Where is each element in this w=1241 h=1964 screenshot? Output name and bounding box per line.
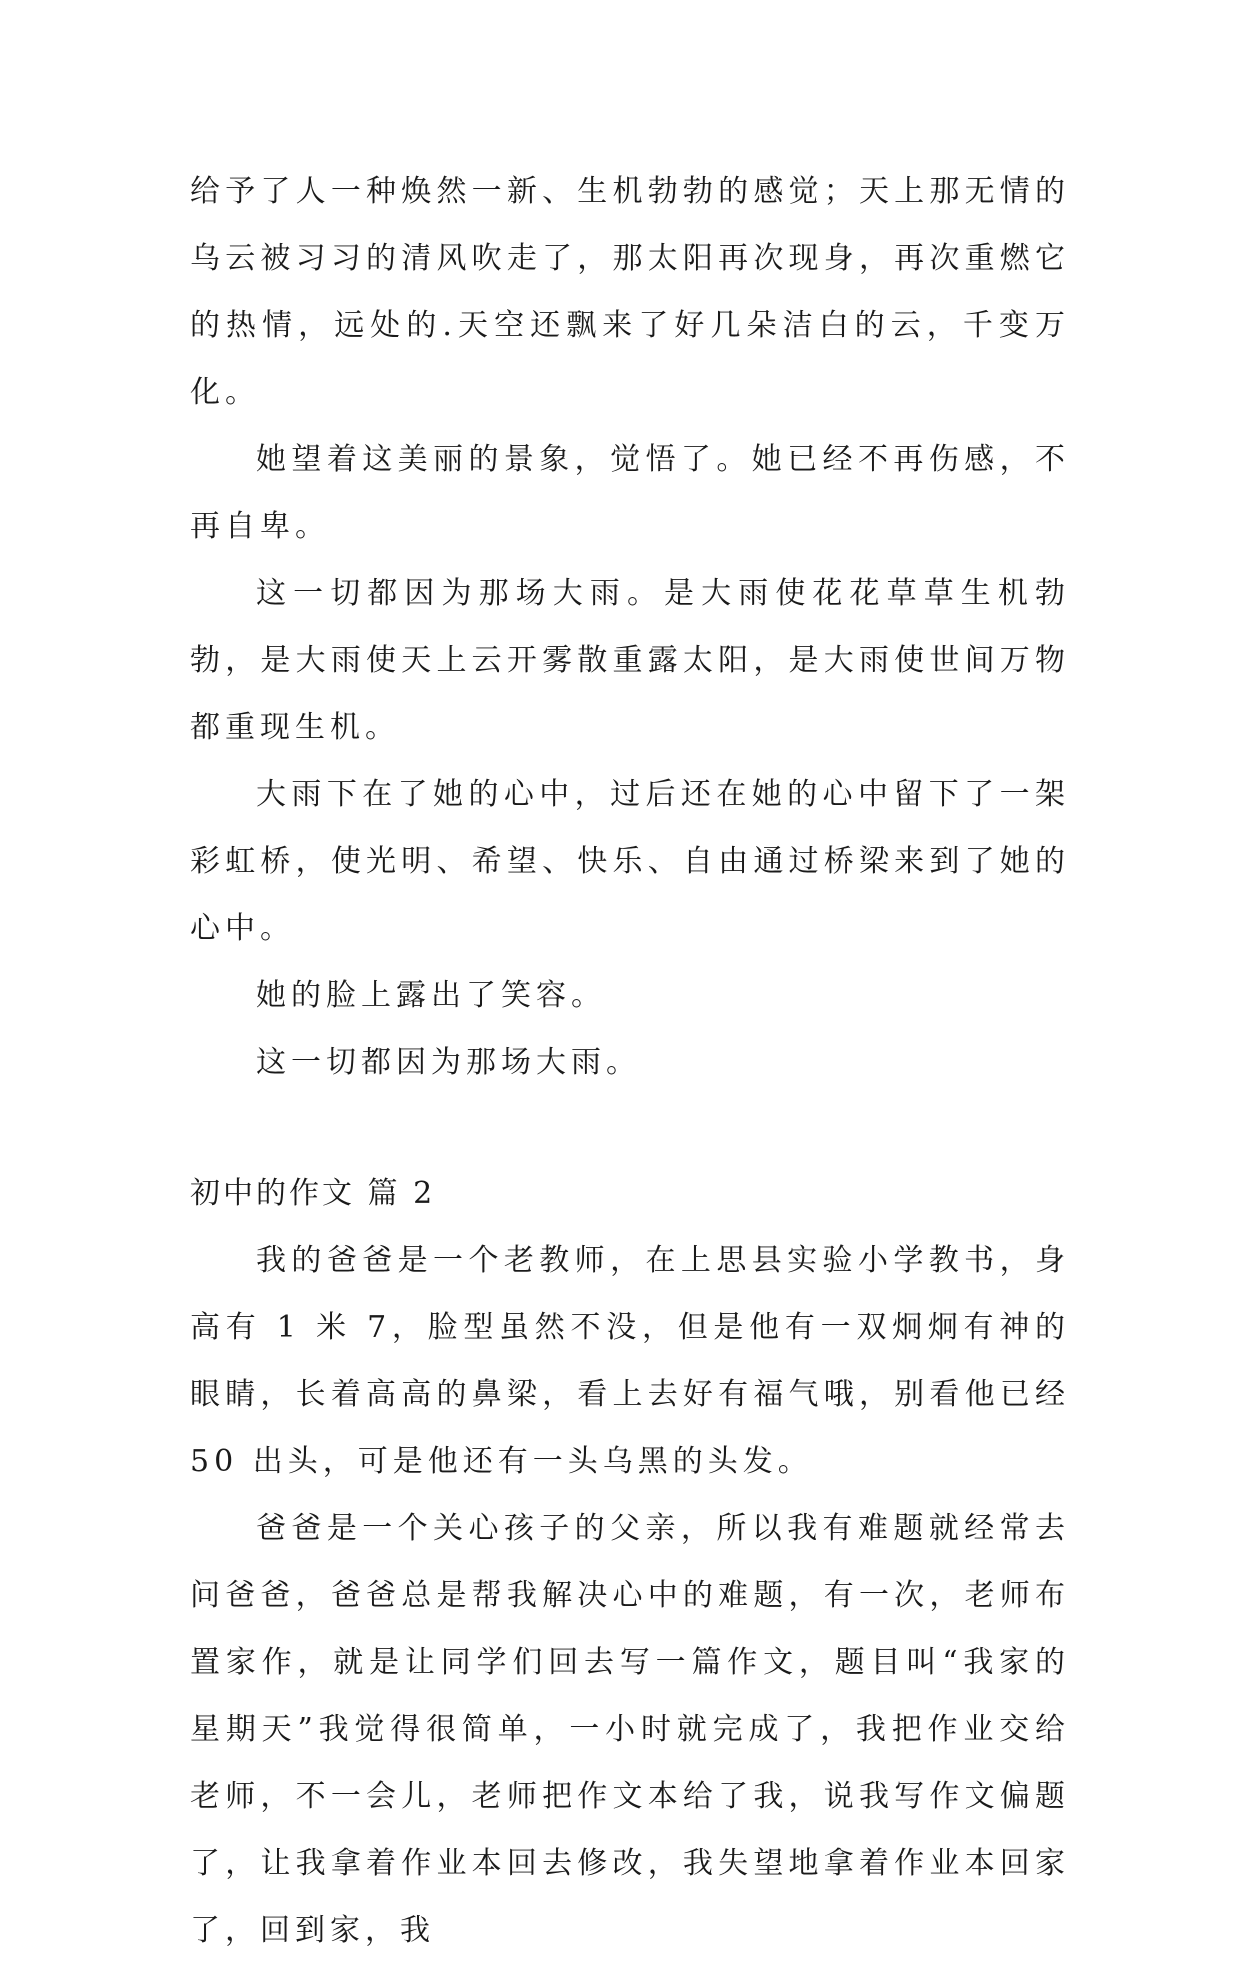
paragraph: 她的脸上露出了笑容。 [256, 978, 606, 1013]
section-title: 初中的作文 篇 2 [190, 1176, 436, 1211]
paragraph: 爸爸是一个关心孩子的父亲，所以我有难题就经常去问爸爸，爸爸总是帮我解决心中的难题，有一次，老师布置家作，就是让同学们回去写一篇作文，题目叫“我家的星期天”我觉得很简单，一小时就完成了，我把作业交给老师，不一会儿，老师把作文本给了我，说我写作文偏题了，让我拿着作业本回去修改，我失望地拿着作业本回家了，回到家，我 [190, 1511, 1070, 1948]
paragraph: 这一切都因为那场大雨。 [256, 1045, 641, 1080]
document-body [190, 158, 1070, 1964]
paragraph: 这一切都因为那场大雨。是大雨使花花草草生机勃勃，是大雨使天上云开雾散重露太阳，是大雨使世间万物都重现生机。 [190, 576, 1070, 745]
paragraph: 她望着这美丽的景象，觉悟了。她已经不再伤感，不再自卑。 [190, 442, 1070, 544]
paragraph-continuation: 给予了人一种焕然一新、生机勃勃的感觉；天上那无情的乌云被习习的清风吹走了，那太阳再次现身，再次重燃它的热情，远处的.天空还飘来了好几朵洁白的云，千变万化。 [190, 174, 1070, 410]
paragraph: 大雨下在了她的心中，过后还在她的心中留下了一架彩虹桥，使光明、希望、快乐、自由通过桥梁来到了她的心中。 [190, 777, 1070, 946]
paragraph: 我的爸爸是一个老教师，在上思县实验小学教书，身高有 1 米 7，脸型虽然不没，但是他有一双炯炯有神的眼睛，长着高高的鼻梁，看上去好有福气哦，别看他已经 50 出头，可是他还有一头乌黑的头发。 [190, 1243, 1070, 1479]
